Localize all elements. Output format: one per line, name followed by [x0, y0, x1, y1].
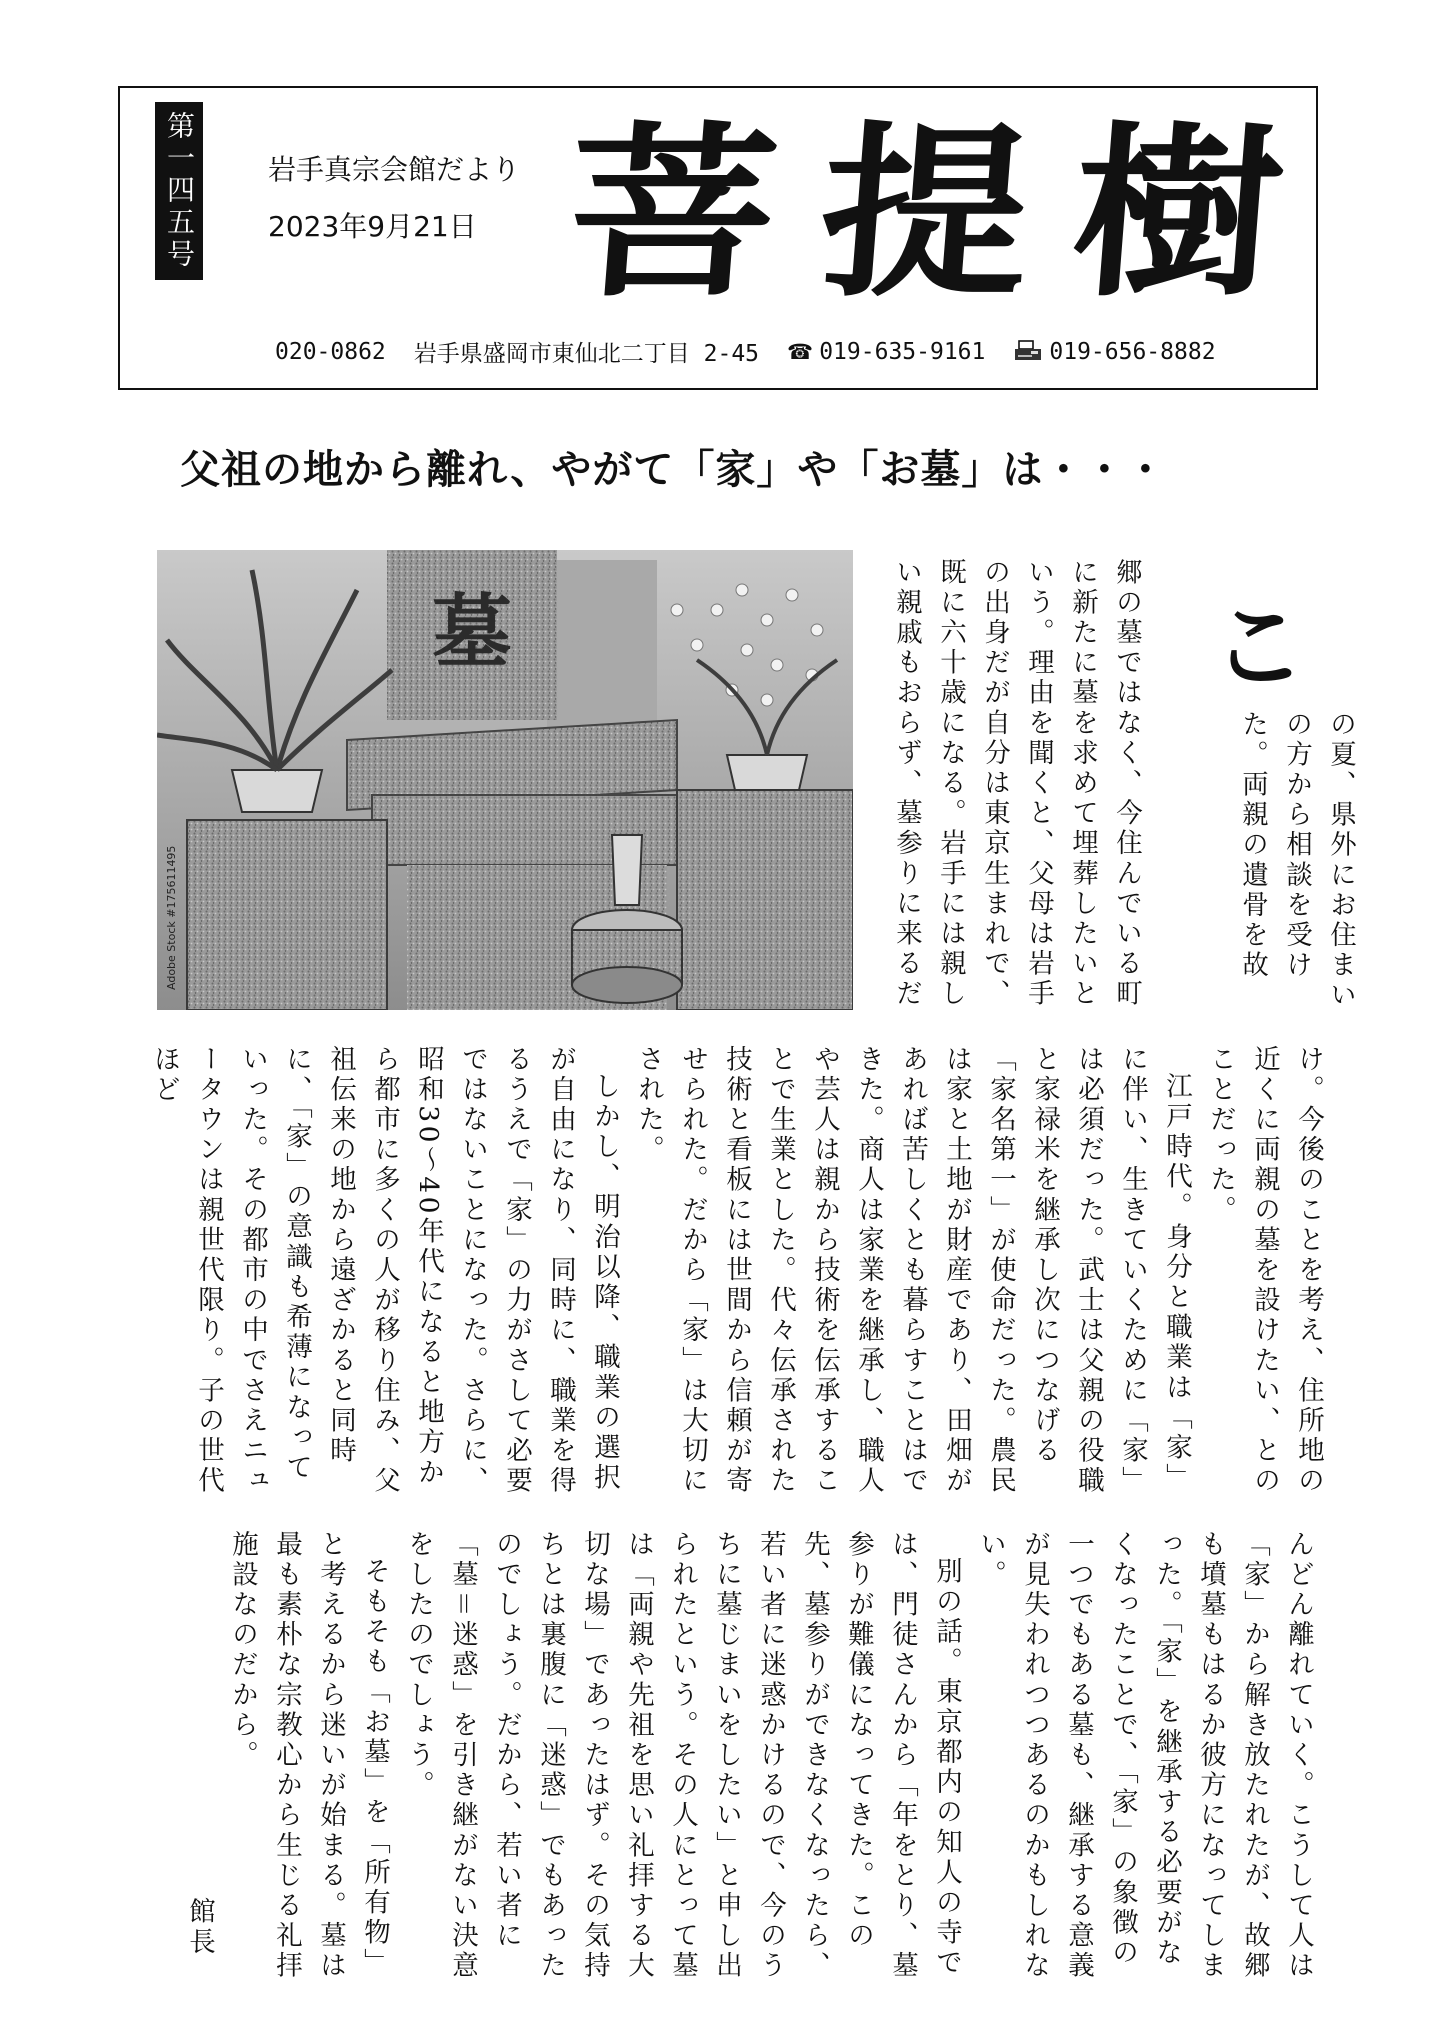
headline: 父祖の地から離れ、やがて「家」や「お墓」は・・・ [180, 446, 1167, 493]
phone-value: 019-635-9161 [819, 338, 986, 365]
masthead [118, 86, 1318, 390]
title-char-2: 提 [812, 103, 1038, 322]
lead-paragraph: の夏、県外にお住まいの方から相談を受けた。両親の遺骨を故 [1237, 710, 1356, 1011]
title-char-3: 樹 [1065, 103, 1292, 322]
article-lead [1230, 710, 1362, 1022]
article-column-3 [220, 1530, 1320, 1996]
drop-cap: こ [1212, 592, 1307, 702]
tombstone-engraving: 墓 [432, 585, 512, 679]
paragraph: んどん離れていく。こうして人は「家」から解き放たれたが、故郷も墳墓もはるか彼方になってしまった。「家」を継承する必要がなくなったことで、「家」の象徴の一つでもある墓も、継承する意義が見失われつつあるのかもしれない。 [975, 1530, 1314, 1982]
newsletter-org: 岩手真宗会館だより [268, 153, 521, 186]
paragraph: そもそも「お墓」を「所有物」と考えるから迷いが始まる。墓は最も素朴な宗教心から生じる礼拝施設なのだから。 [227, 1530, 390, 1982]
fax-number [1013, 339, 1215, 365]
phone-number [787, 339, 985, 365]
title-char-1: 菩 [558, 103, 785, 322]
paragraph: 別の話。東京都内の知人の寺では、門徒さんから「年をとり、墓参りが難儀になってきた。この先、墓参りができなくなったら、若い者に迷惑かけるので、今のうちに墓じまいをしたい」と申し出られたという。その人にとって墓は「両親や先祖を思い礼拝する大切な場」であったはず。その気持ちとは裏腹に「迷惑」でもあったのでしょう。だから、若い者に「墓＝迷惑」を引き継がない決意をしたのでしょう。 [403, 1530, 962, 1982]
issue-date: 2023年9月21日 [268, 210, 477, 243]
paragraph: け。今後のことを考え、住所地の近くに両親の墓を設けたい、とのことだった。 [1205, 1045, 1324, 1497]
issue-number: 第一四五号 [155, 102, 203, 280]
postal-code: 020-0862 [275, 338, 386, 365]
paragraph: しかし、明治以降、職業の選択が自由になり、同時に、職業を得るうえで「家」の力がさして必要ではないことになった。さらに、昭和30～40年代になると地方から都市に多くの人が移り住み、父祖伝来の地から遠ざかると同時に、「家」の意識も希薄になっていった。その都市の中でさえニュータウンは親世代限り。子の世代ほど [149, 1045, 620, 1497]
address: 岩手県盛岡市東仙北二丁目 2-45 [413, 341, 760, 367]
photo-credit: Adobe Stock #175611495 [165, 845, 178, 990]
article-column-2 [142, 1045, 1330, 1511]
article-column-1 [884, 558, 1148, 1022]
contact-line [275, 335, 1216, 368]
fax-machine-icon [1013, 340, 1043, 362]
author-signature: 館長 [184, 1897, 215, 1958]
masthead-title [545, 88, 1305, 338]
grave-photo [157, 550, 853, 1010]
paragraph: 郷の墓ではなく、今住んでいる町に新たに墓を求めて埋葬したいという。理由を聞くと、父母は岩手の出身だが自分は東京生まれで、既に六十歳になる。岩手には親しい親戚もおらず、墓参りに来るだ [891, 558, 1142, 1010]
fax-value: 019-656-8882 [1049, 338, 1216, 365]
phone-icon: ☎ [787, 339, 814, 364]
paragraph: 江戸時代。身分と職業は「家」に伴い、生きていくために「家」は必須だった。武士は父親の役職と家禄米を継承し次につなげる「家名第一」が使命だった。農民は家と土地が財産であり、田畑があれば苦しくとも暮らすことはできた。商人は家業を継承し、職人や芸人は親から技術を伝承することで生業とした。代々伝承された技術と看板には世間から信頼が寄せられた。だから「家」は大切にされた。 [633, 1045, 1192, 1497]
